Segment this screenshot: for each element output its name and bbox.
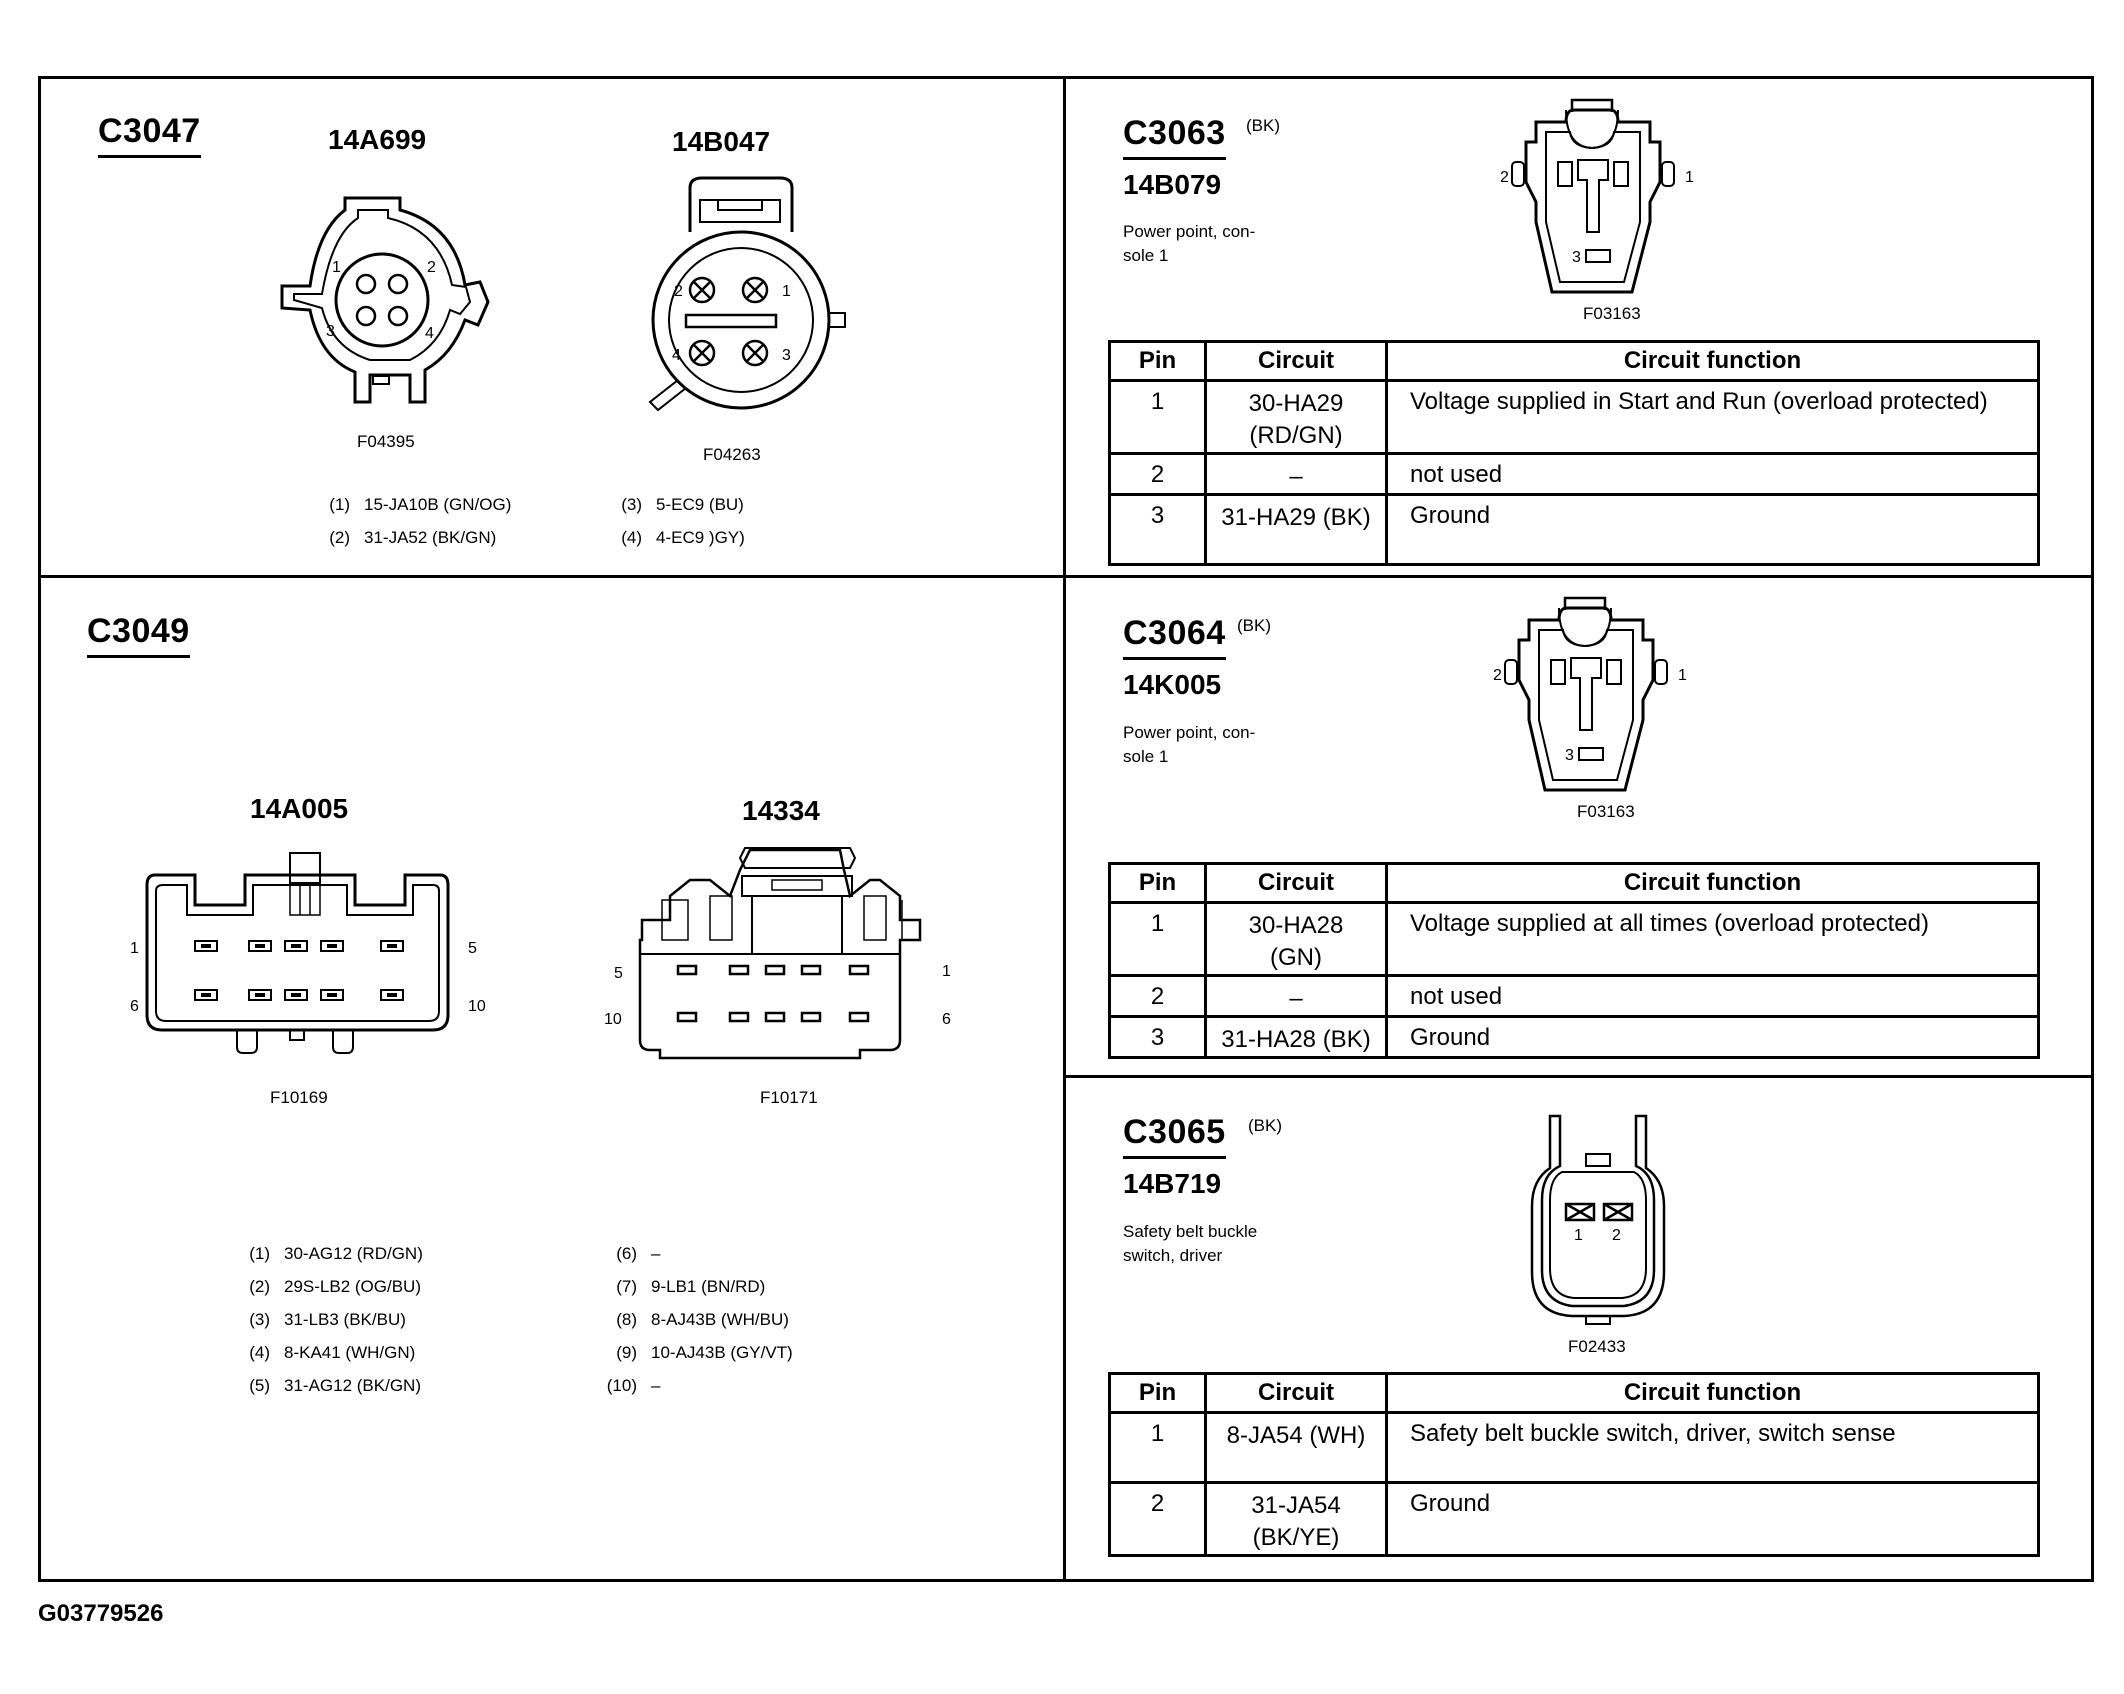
table-row xyxy=(1110,1413,2039,1483)
pin-number: (1) xyxy=(249,1244,270,1263)
table-row xyxy=(1110,1017,2039,1058)
c3063-circuit-table xyxy=(1108,340,2040,566)
function-cell: not used xyxy=(1387,976,2039,1017)
table-row xyxy=(1110,903,2039,976)
pin-row xyxy=(597,1303,793,1336)
circuit-line: (GN) xyxy=(1270,944,1322,971)
function-cell: Voltage supplied in Start and Run (overload protected) xyxy=(1387,381,2039,454)
function-cell: Ground xyxy=(1387,1483,2039,1556)
pin-header: Pin xyxy=(1110,342,1206,381)
description-line: switch, driver xyxy=(1123,1246,1223,1265)
c3049-figure-b: F10171 xyxy=(760,1088,818,1107)
pin-row xyxy=(310,488,511,521)
c3047-connector-14a699-drawing xyxy=(270,190,500,410)
c3065-connector-drawing xyxy=(1530,1110,1670,1325)
svg-text:5: 5 xyxy=(468,940,477,957)
svg-text:4: 4 xyxy=(425,325,434,342)
circuit-line: 31-JA54 xyxy=(1251,1492,1341,1519)
c3063-color: (BK) xyxy=(1246,116,1280,135)
svg-text:4: 4 xyxy=(672,347,681,364)
svg-text:1: 1 xyxy=(1678,667,1687,684)
pin-row xyxy=(230,1270,423,1303)
function-cell: Ground xyxy=(1387,1017,2039,1058)
c3049-title: C3049 xyxy=(87,612,190,658)
pin-row xyxy=(230,1303,423,1336)
c3065-part: 14B719 xyxy=(1123,1168,1222,1199)
pin-number: (3) xyxy=(621,495,642,514)
pin-circuit: 31-LB3 (BK/BU) xyxy=(284,1310,406,1329)
c3049-pin-list-left xyxy=(230,1237,423,1402)
c3064-title: C3064 xyxy=(1123,614,1226,660)
c3064-circuit-table xyxy=(1108,862,2040,1059)
c3064-connector-drawing xyxy=(1493,590,1723,800)
pin-cell: 1 xyxy=(1110,381,1206,454)
c3065-figure: F02433 xyxy=(1568,1337,1626,1356)
c3047-figure-a: F04395 xyxy=(357,432,415,451)
circuit-cell xyxy=(1206,903,1387,976)
pin-row xyxy=(597,1369,793,1402)
svg-text:3: 3 xyxy=(782,347,791,364)
c3047-title: C3047 xyxy=(98,112,201,158)
pin-row xyxy=(230,1369,423,1402)
circuit-cell: 8-JA54 (WH) xyxy=(1206,1413,1387,1483)
pin-circuit: 30-AG12 (RD/GN) xyxy=(284,1244,423,1263)
c3063-title: C3063 xyxy=(1123,114,1226,160)
c3065-color: (BK) xyxy=(1248,1116,1282,1135)
pin-number: (2) xyxy=(329,528,350,547)
pin-cell: 2 xyxy=(1110,976,1206,1017)
c3049-pin-list-right xyxy=(597,1237,793,1402)
pin-circuit: – xyxy=(651,1244,661,1263)
horizontal-divider-left xyxy=(38,575,1066,578)
table-header-row xyxy=(1110,1374,2039,1413)
c3047-pin-list-a xyxy=(310,488,511,554)
c3064-description xyxy=(1123,721,1255,769)
pin-number: (6) xyxy=(616,1244,637,1263)
pin-number: (10) xyxy=(606,1376,637,1395)
c3064-part: 14K005 xyxy=(1123,669,1222,700)
svg-text:1: 1 xyxy=(782,283,791,300)
svg-text:2: 2 xyxy=(1612,1227,1621,1244)
pin-number: (9) xyxy=(616,1343,637,1362)
pin-cell: 3 xyxy=(1110,1017,1206,1058)
function-header: Circuit function xyxy=(1387,864,2039,903)
svg-text:2: 2 xyxy=(674,283,683,300)
function-cell: Ground xyxy=(1387,495,2039,565)
c3047-pin-list-b xyxy=(602,488,745,554)
pin-circuit: 31-JA52 (BK/GN) xyxy=(364,528,497,547)
pin-circuit: 10-AJ43B (GY/VT) xyxy=(651,1343,793,1362)
table-row xyxy=(1110,1483,2039,1556)
function-cell: Safety belt buckle switch, driver, switch sense xyxy=(1387,1413,2039,1483)
description-line: sole 1 xyxy=(1123,747,1169,766)
pin-number: (3) xyxy=(249,1310,270,1329)
pin-circuit: 29S-LB2 (OG/BU) xyxy=(284,1277,421,1296)
pin-number: (1) xyxy=(329,495,350,514)
pin-header: Pin xyxy=(1110,1374,1206,1413)
table-header-row xyxy=(1110,342,2039,381)
pin-circuit: 15-JA10B (GN/OG) xyxy=(364,495,512,514)
c3063-connector-drawing xyxy=(1500,92,1730,302)
pin-circuit: 31-AG12 (BK/GN) xyxy=(284,1376,421,1395)
pin-row xyxy=(230,1237,423,1270)
circuit-line: (RD/GN) xyxy=(1249,422,1343,449)
circuit-cell: – xyxy=(1206,976,1387,1017)
circuit-header: Circuit xyxy=(1206,342,1387,381)
svg-text:2: 2 xyxy=(1493,667,1502,684)
c3049-connector-14334-drawing xyxy=(600,840,980,1070)
c3047-connector-14b047-drawing xyxy=(630,170,860,420)
pin-cell: 3 xyxy=(1110,495,1206,565)
pin-cell: 2 xyxy=(1110,1483,1206,1556)
c3065-circuit-table xyxy=(1108,1372,2040,1557)
c3064-figure: F03163 xyxy=(1577,802,1635,821)
c3047-figure-b: F04263 xyxy=(703,445,761,464)
table-row xyxy=(1110,495,2039,565)
table-header-row xyxy=(1110,864,2039,903)
horizontal-divider-right-bottom xyxy=(1063,1075,2094,1078)
pin-row xyxy=(597,1237,793,1270)
c3063-description xyxy=(1123,220,1255,268)
pin-row xyxy=(602,521,745,554)
pin-header: Pin xyxy=(1110,864,1206,903)
description-line: Safety belt buckle xyxy=(1123,1222,1258,1241)
figure-code: G03779526 xyxy=(38,1600,164,1627)
circuit-line: 30-HA28 xyxy=(1248,912,1344,939)
vertical-divider xyxy=(1063,76,1066,1582)
pin-row xyxy=(597,1336,793,1369)
pin-number: (4) xyxy=(621,528,642,547)
c3049-connector-14a005-drawing xyxy=(125,845,505,1065)
pin-cell: 2 xyxy=(1110,454,1206,495)
svg-text:1: 1 xyxy=(1685,169,1694,186)
c3065-title: C3065 xyxy=(1123,1113,1226,1159)
pin-circuit: – xyxy=(651,1376,661,1395)
pin-cell: 1 xyxy=(1110,1413,1206,1483)
c3064-color: (BK) xyxy=(1237,616,1271,635)
pin-circuit: 8-KA41 (WH/GN) xyxy=(284,1343,416,1362)
c3063-part: 14B079 xyxy=(1123,169,1222,200)
pin-cell: 1 xyxy=(1110,903,1206,976)
circuit-cell: – xyxy=(1206,454,1387,495)
c3065-description xyxy=(1123,1220,1257,1268)
pin-circuit: 5-EC9 (BU) xyxy=(656,495,744,514)
pin-circuit: 8-AJ43B (WH/BU) xyxy=(651,1310,789,1329)
pin-number: (4) xyxy=(249,1343,270,1362)
svg-text:3: 3 xyxy=(1565,747,1574,764)
svg-text:2: 2 xyxy=(427,259,436,276)
pin-row xyxy=(310,521,511,554)
pin-circuit: 4-EC9 )GY) xyxy=(656,528,745,547)
c3047-part-b: 14B047 xyxy=(672,126,771,157)
pin-circuit: 9-LB1 (BN/RD) xyxy=(651,1277,766,1296)
c3049-part-b: 14334 xyxy=(742,795,820,826)
table-row xyxy=(1110,381,2039,454)
pin-number: (5) xyxy=(249,1376,270,1395)
c3049-figure-a: F10169 xyxy=(270,1088,328,1107)
svg-text:5: 5 xyxy=(614,965,623,982)
svg-text:1: 1 xyxy=(130,940,139,957)
circuit-cell xyxy=(1206,381,1387,454)
pin-number: (8) xyxy=(616,1310,637,1329)
horizontal-divider-right-top xyxy=(1063,575,2094,578)
circuit-line: (BK/YE) xyxy=(1252,1524,1340,1551)
c3063-figure: F03163 xyxy=(1583,304,1641,323)
circuit-cell xyxy=(1206,1483,1387,1556)
svg-text:2: 2 xyxy=(1500,169,1509,186)
description-line: Power point, con- xyxy=(1123,723,1256,742)
svg-text:6: 6 xyxy=(942,1011,951,1028)
table-row xyxy=(1110,976,2039,1017)
svg-text:3: 3 xyxy=(326,323,335,340)
description-line: sole 1 xyxy=(1123,246,1169,265)
svg-text:1: 1 xyxy=(1574,1227,1583,1244)
circuit-line: 30-HA29 xyxy=(1248,390,1344,417)
table-row xyxy=(1110,454,2039,495)
svg-text:10: 10 xyxy=(468,998,486,1015)
svg-text:1: 1 xyxy=(332,259,341,276)
svg-text:3: 3 xyxy=(1572,249,1581,266)
circuit-cell: 31-HA29 (BK) xyxy=(1206,495,1387,565)
function-cell: not used xyxy=(1387,454,2039,495)
c3049-part-a: 14A005 xyxy=(250,793,349,824)
svg-text:1: 1 xyxy=(942,963,951,980)
circuit-header: Circuit xyxy=(1206,1374,1387,1413)
circuit-cell: 31-HA28 (BK) xyxy=(1206,1017,1387,1058)
description-line: Power point, con- xyxy=(1123,222,1256,241)
pin-number: (7) xyxy=(616,1277,637,1296)
pin-row xyxy=(602,488,745,521)
function-header: Circuit function xyxy=(1387,1374,2039,1413)
svg-text:10: 10 xyxy=(604,1011,622,1028)
function-cell: Voltage supplied at all times (overload protected) xyxy=(1387,903,2039,976)
circuit-header: Circuit xyxy=(1206,864,1387,903)
pin-row xyxy=(230,1336,423,1369)
c3047-part-a: 14A699 xyxy=(328,124,427,155)
pin-number: (2) xyxy=(249,1277,270,1296)
svg-text:6: 6 xyxy=(130,998,139,1015)
pin-row xyxy=(597,1270,793,1303)
function-header: Circuit function xyxy=(1387,342,2039,381)
